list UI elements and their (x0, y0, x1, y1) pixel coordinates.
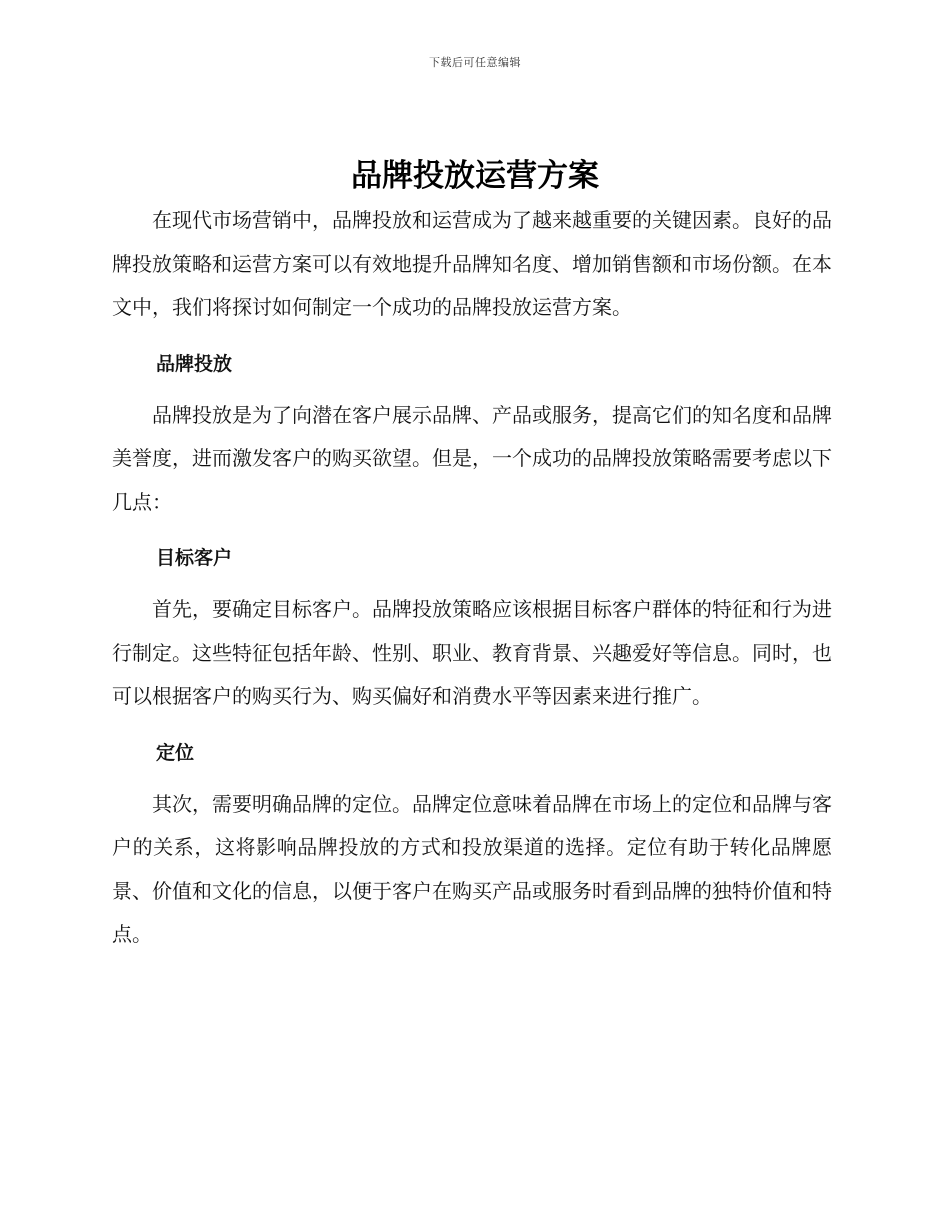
section-heading-positioning: 定位 (156, 741, 195, 764)
document-body (112, 199, 832, 957)
spacer (112, 719, 832, 741)
section-body-target-customers: 首先，要确定目标客户。品牌投放策略应该根据目标客户群体的特征和行为进行制定。这些特征包括年龄、性别、职业、教育背景、兴趣爱好等信息。同时，也可以根据客户的购买行为、购买偏好和消费水平等因素来进行推广。 (112, 597, 832, 708)
document-title: 品牌投放运营方案 (351, 158, 599, 194)
section-heading-brand-placement: 品牌投放 (156, 352, 233, 375)
spacer (112, 765, 832, 783)
section-body-brand-placement: 品牌投放是为了向潜在客户展示品牌、产品或服务，提高它们的知名度和品牌美誉度，进而激发客户的购买欲望。但是，一个成功的品牌投放策略需要考虑以下几点： (112, 402, 832, 514)
spacer (112, 524, 832, 546)
spacer (112, 376, 832, 394)
spacer (112, 570, 832, 588)
page-header-note: 下载后可任意编辑 (429, 56, 521, 69)
section-body-positioning: 其次，需要明确品牌的定位。品牌定位意味着品牌在市场上的定位和品牌与客户的关系，这将影响品牌投放的方式和投放渠道的选择。定位有助于转化品牌愿景、价值和文化的信息，以便于客户在购买产品或服务时看到品牌的独特价值和特点。 (112, 791, 832, 946)
spacer (112, 330, 832, 352)
section-heading-target-customers: 目标客户 (156, 547, 233, 569)
intro-paragraph: 在现代市场营销中，品牌投放和运营成为了越来越重要的关键因素。良好的品牌投放策略和运营方案可以有效地提升品牌知名度、增加销售额和市场份额。在本文中，我们将探讨如何制定一个成功的品牌投放运营方案。 (112, 208, 832, 319)
